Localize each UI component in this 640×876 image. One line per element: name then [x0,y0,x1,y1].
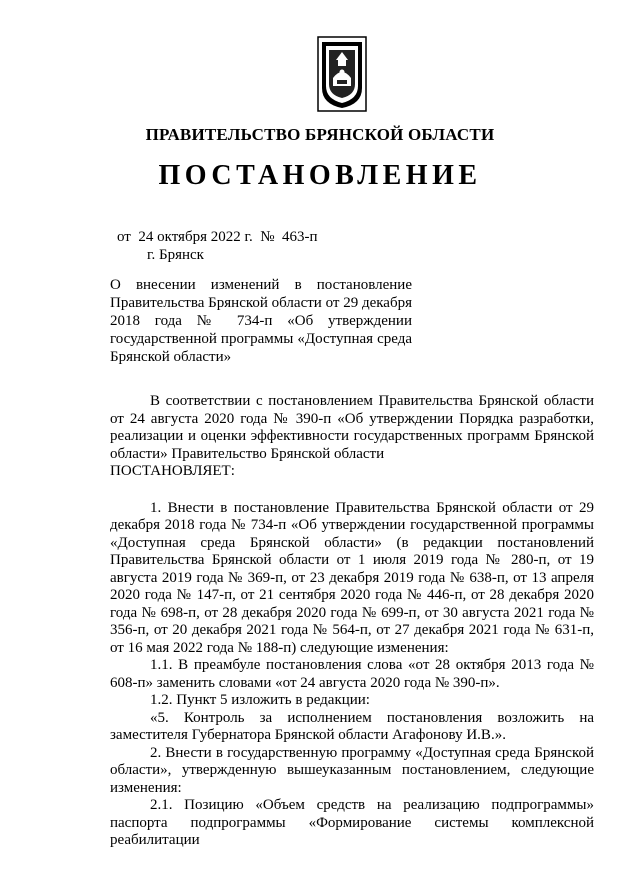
item-1-paragraph: 1. Внести в постановление Правительства Брянской области от 29 декабря 2018 года № 734-п «Об утверждении государственной программы «Доступная среда Брянской области» (в редакции постановлений Правительства Брянской области от 1 июля 2019 года № 280-п, от 19 августа 2019 года № 369-п, от 23 декабря 2019 года № 638-п, от 13 апреля 2020 года № 147-п, от 21 сентября 2020 года № 446-п, от 28 декабря 2020 года № 698-п, от 28 декабря 2020 года № 699-п, от 30 августа 2021 года № 356-п, от 20 декабря 2021 года № 564-п, от 27 декабря 2021 года № 631-п, от 16 мая 2022 года № 188-п) следующие изменения: [110,499,594,656]
document-body [110,393,594,850]
city-line: г. Брянск [147,247,204,263]
item-2-1-paragraph: 2.1. Позицию «Объем средств на реализацию подпрограммы» паспорта подпрограммы «Формирование системы комплексной реабилитации [110,797,594,848]
item-2-paragraph: 2. Внести в государственную программу «Доступная среда Брянской области», утвержденную вышеуказанным постановлением, следующие изменения: [110,744,594,796]
document-type-title: ПОСТАНОВЛЕНИЕ [158,160,482,191]
preamble-paragraph: В соответствии с постановлением Правительства Брянской области от 24 августа 2020 года № 390-п «Об утверждении Порядка разработки, реализации и оценки эффективности государственных программ Брянской области» Правительство Брянской области [110,393,594,462]
document-subject: О внесении изменений в постановление Правительства Брянской области от 29 декабря 2018 года № 734-п «Об утверждении государственной программы «Доступная среда Брянской области» [110,277,412,365]
bryansk-coat-of-arms-icon [317,36,367,112]
item-1-1-paragraph: 1.1. В преамбуле постановления слова «от 28 октября 2013 года № 608-п» заменить словами «от 24 августа 2020 года № 390-п». [110,657,594,691]
resolves-heading: ПОСТАНОВЛЯЕТ: [110,463,235,479]
document-meta [117,228,318,264]
government-name: ПРАВИТЕЛЬСТВО БРЯНСКОЙ ОБЛАСТИ [145,125,495,144]
item-1-2-text-paragraph: «5. Контроль за исполнением постановления возложить на заместителя Губернатора Брянской области Агафонову И.В.». [110,709,594,743]
item-1-2-paragraph: 1.2. Пункт 5 изложить в редакции: [150,692,370,708]
date-number-line: от 24 октября 2022 г. № 463-п [117,229,318,245]
